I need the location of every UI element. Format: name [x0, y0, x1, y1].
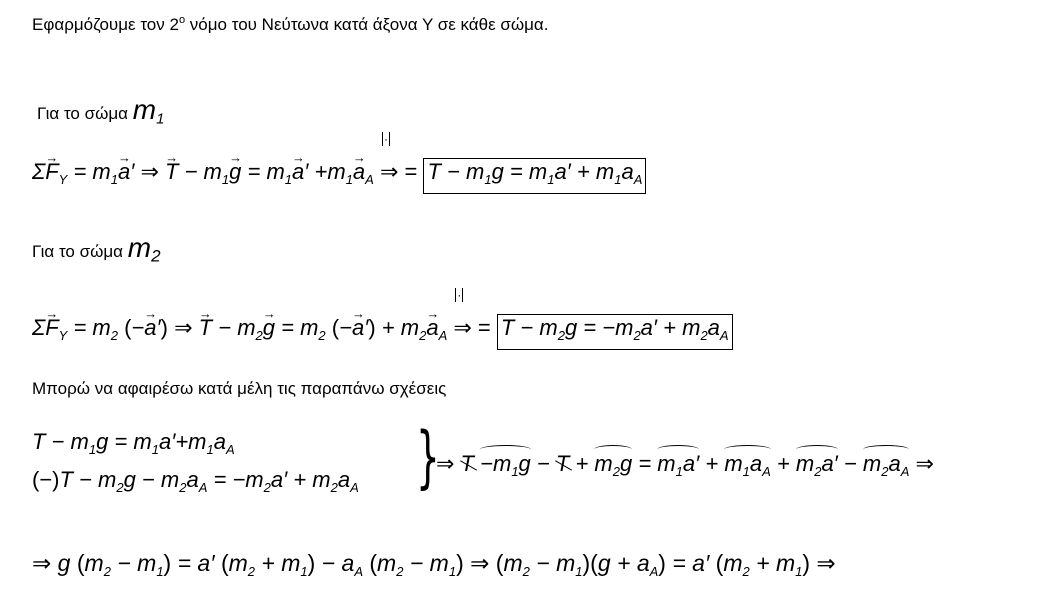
subtraction-result: ⇒ $T -m_1g - T + m_2g = m_1a' + m_1a_A + m_2a' - m_2a_A$ ⇒	[436, 450, 934, 486]
eq2-implies-stacked: · ⇒	[453, 288, 472, 340]
eq2-stack-tag: ·	[457, 288, 462, 302]
eq2-lhs: $\Sigma\to F_Y = m_2$ (−→ a′)	[32, 315, 174, 340]
body2-heading	[32, 232, 161, 266]
intro-text: Εφαρμόζουμε τον 2	[32, 15, 179, 34]
intro-text-rest: νόμο του Νεύτωνα κατά άξονα Υ σε κάθε σώμα.	[185, 15, 549, 34]
body1-subscript: 1	[156, 110, 165, 128]
eq1-implies-stacked: · ⇒	[379, 132, 399, 184]
eq2-mid: → $T - m_2\to g = m_2$ (−→ $a') + m_2\to a_A$	[199, 315, 448, 340]
body1-label: Για το σώμα	[37, 104, 133, 123]
eq2-boxed-result: $T - m_2g = -m_2a' + m_2a_A$	[497, 314, 733, 350]
body2-subscript: 2	[151, 246, 161, 266]
eq1-stack-tag: ·	[383, 132, 388, 146]
intro-line	[32, 14, 548, 35]
body2-symbol: m	[127, 232, 152, 263]
subtract-note: Μπορώ να αφαιρέσω κατά μέλη τις παραπάνω σχέσεις	[32, 379, 447, 398]
body1-symbol: m	[132, 94, 157, 125]
equation-body2: $\Sigma\to F_Y = m_2$ (−→ a′) ⇒ → $T - m_2\to g = m_2$ (−→ $a') + m_2\to a_A$ · ⇒ = $T - m_2g = -m_2a' + m_2a_A$	[32, 314, 733, 350]
eq1-mid: → $T - m_1\to g = m_1\to a' +m_1\to a_A$	[165, 159, 374, 184]
body1-heading	[37, 94, 164, 127]
eq1-implies-1: ⇒	[140, 159, 159, 184]
system-eq-line2: $(-)T - m_2g - m_2a_A = -m_2a' + m_2a_A$	[32, 467, 359, 495]
system-right-brace: }	[416, 418, 440, 497]
body2-label: Για το σώμα	[32, 242, 128, 261]
eq2-implies-1: ⇒	[174, 315, 193, 340]
intro-superscript: ο	[178, 14, 186, 26]
equation-body1: $\Sigma\to F_Y = m_1\to a'$ ⇒ → $T - m_1\to g = m_1\to a' +m_1\to a_A$ · ⇒ = $T - m_1g = m_1a' + m_1a_A$	[32, 158, 646, 194]
final-equation: ⇒ g $(m_2 - m_1) = a'$ $(m_2 + m_1) - a_A$ $(m_2 - m_1)$ ⇒ $(m_2 - m_1)(g + a_A) = a'$ $(m_2 + m_1)$ ⇒	[32, 550, 836, 579]
eq1-boxed-result: $T - m_1g = m_1a' + m_1a_A$	[423, 158, 646, 194]
eq1-lhs: $\Sigma\to F_Y = m_1\to a'$	[32, 159, 140, 184]
system-eq-line1: $T - m_1g = m_1a'+m_1a_A$	[32, 429, 235, 457]
